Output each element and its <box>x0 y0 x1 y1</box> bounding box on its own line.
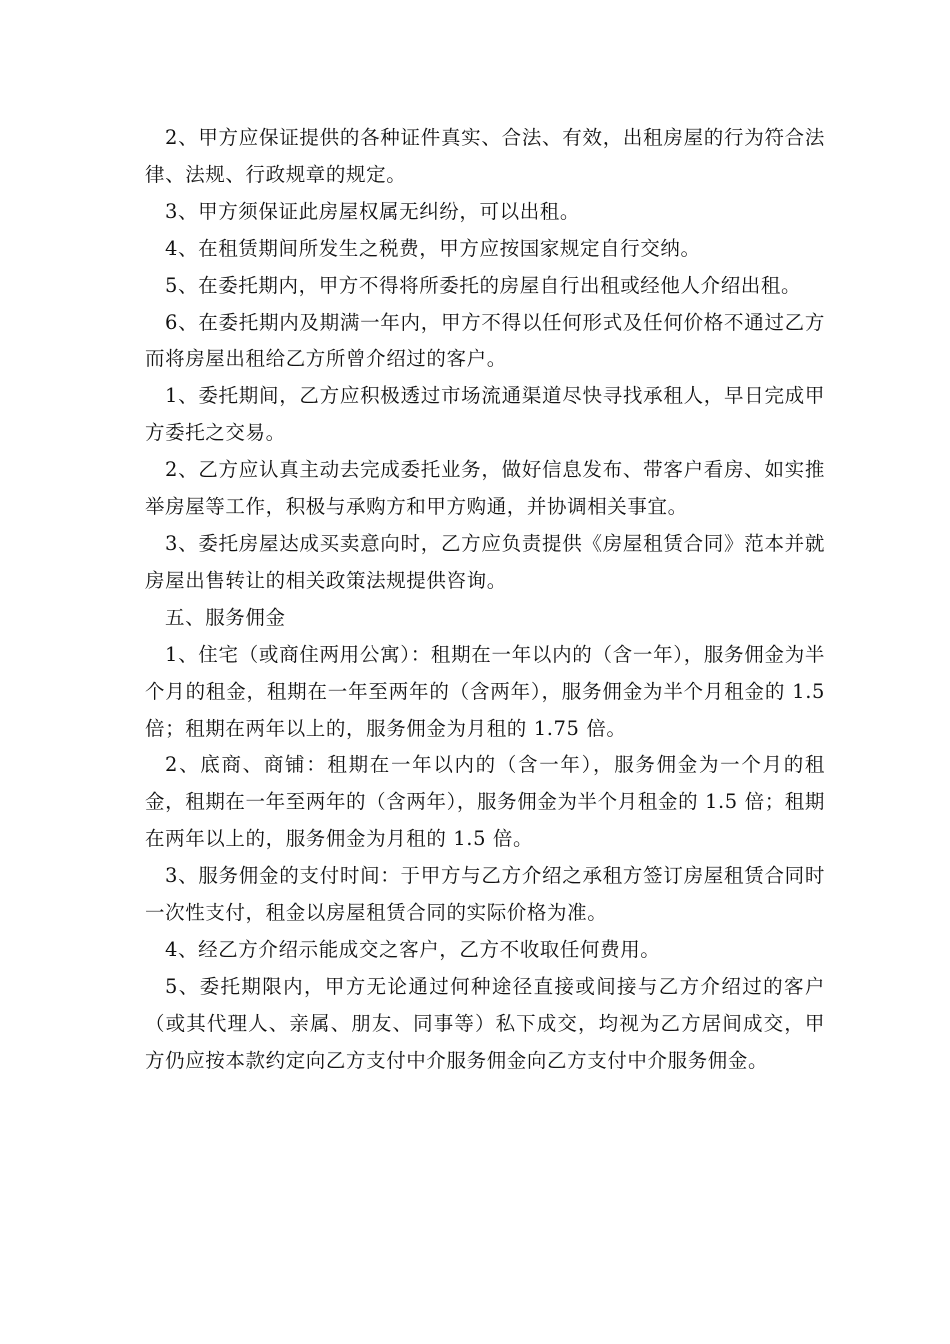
clause-4-taxes: 4、在租赁期间所发生之税费，甲方应按国家规定自行交纳。 <box>165 236 701 260</box>
clause-3-ownership-dispute: 3、甲方须保证此房屋权属无纠纷，可以出租。 <box>165 199 581 223</box>
clause-2-agent-duties: 2、乙方应认真主动去完成委托业务，做好信息发布、带客户看房、如实推举房屋等工作，积极与承购方和甲方购通，并协调相关事宜。 <box>145 458 825 519</box>
clause-3-payment-time: 3、服务佣金的支付时间：于甲方与乙方介绍之承租方签订房屋租赁合同时一次性支付，租金以房屋租赁合同的实际价格为准。 <box>145 864 825 925</box>
clause-2-landlord-documents: 2、甲方应保证提供的各种证件真实、合法、有效，出租房屋的行为符合法律、法规、行政规章的规定。 <box>145 126 825 186</box>
clause-4-no-fee: 4、经乙方介绍示能成交之客户，乙方不收取任何费用。 <box>165 937 661 961</box>
clause-6-no-bypass: 6、在委托期内及期满一年内，甲方不得以任何形式及任何价格不通过乙方而将房屋出租给乙方所曾介绍过的客户。 <box>145 310 825 371</box>
clause-3-agent-contract-template: 3、委托房屋达成买卖意向时，乙方应负责提供《房屋租赁合同》范本并就房屋出售转让的相关政策法规提供咨询。 <box>145 531 825 592</box>
clause-1-residential-commission: 1、住宅（或商住两用公寓）：租期在一年以内的（含一年），服务佣金为半个月的租金，租期在一年至两年的（含两年），服务佣金为半个月租金的 1.5 倍；租期在两年以上的，服务佣金为月租的 1.75 倍。 <box>145 642 825 740</box>
section-heading-service-commission: 五、服务佣金 <box>165 605 286 629</box>
document-body <box>145 120 825 1080</box>
clause-2-commercial-commission: 2、底商、商铺：租期在一年以内的（含一年），服务佣金为一个月的租金，租期在一年至两年的（含两年），服务佣金为半个月租金的 1.5 倍；租期在两年以上的，服务佣金为月租的 1.5 倍。 <box>145 753 825 851</box>
clause-5-private-deal: 5、委托期限内，甲方无论通过何种途径直接或间接与乙方介绍过的客户（或其代理人、亲属、朋友、同事等）私下成交，均视为乙方居间成交，甲方仍应按本款约定向乙方支付中介服务佣金向乙方支付中介服务佣金。 <box>145 974 825 1072</box>
clause-1-agent-find-tenant: 1、委托期间，乙方应积极透过市场流通渠道尽快寻找承租人，早日完成甲方委托之交易。 <box>145 384 825 445</box>
clause-5-no-self-rental: 5、在委托期内，甲方不得将所委托的房屋自行出租或经他人介绍出租。 <box>165 273 802 297</box>
